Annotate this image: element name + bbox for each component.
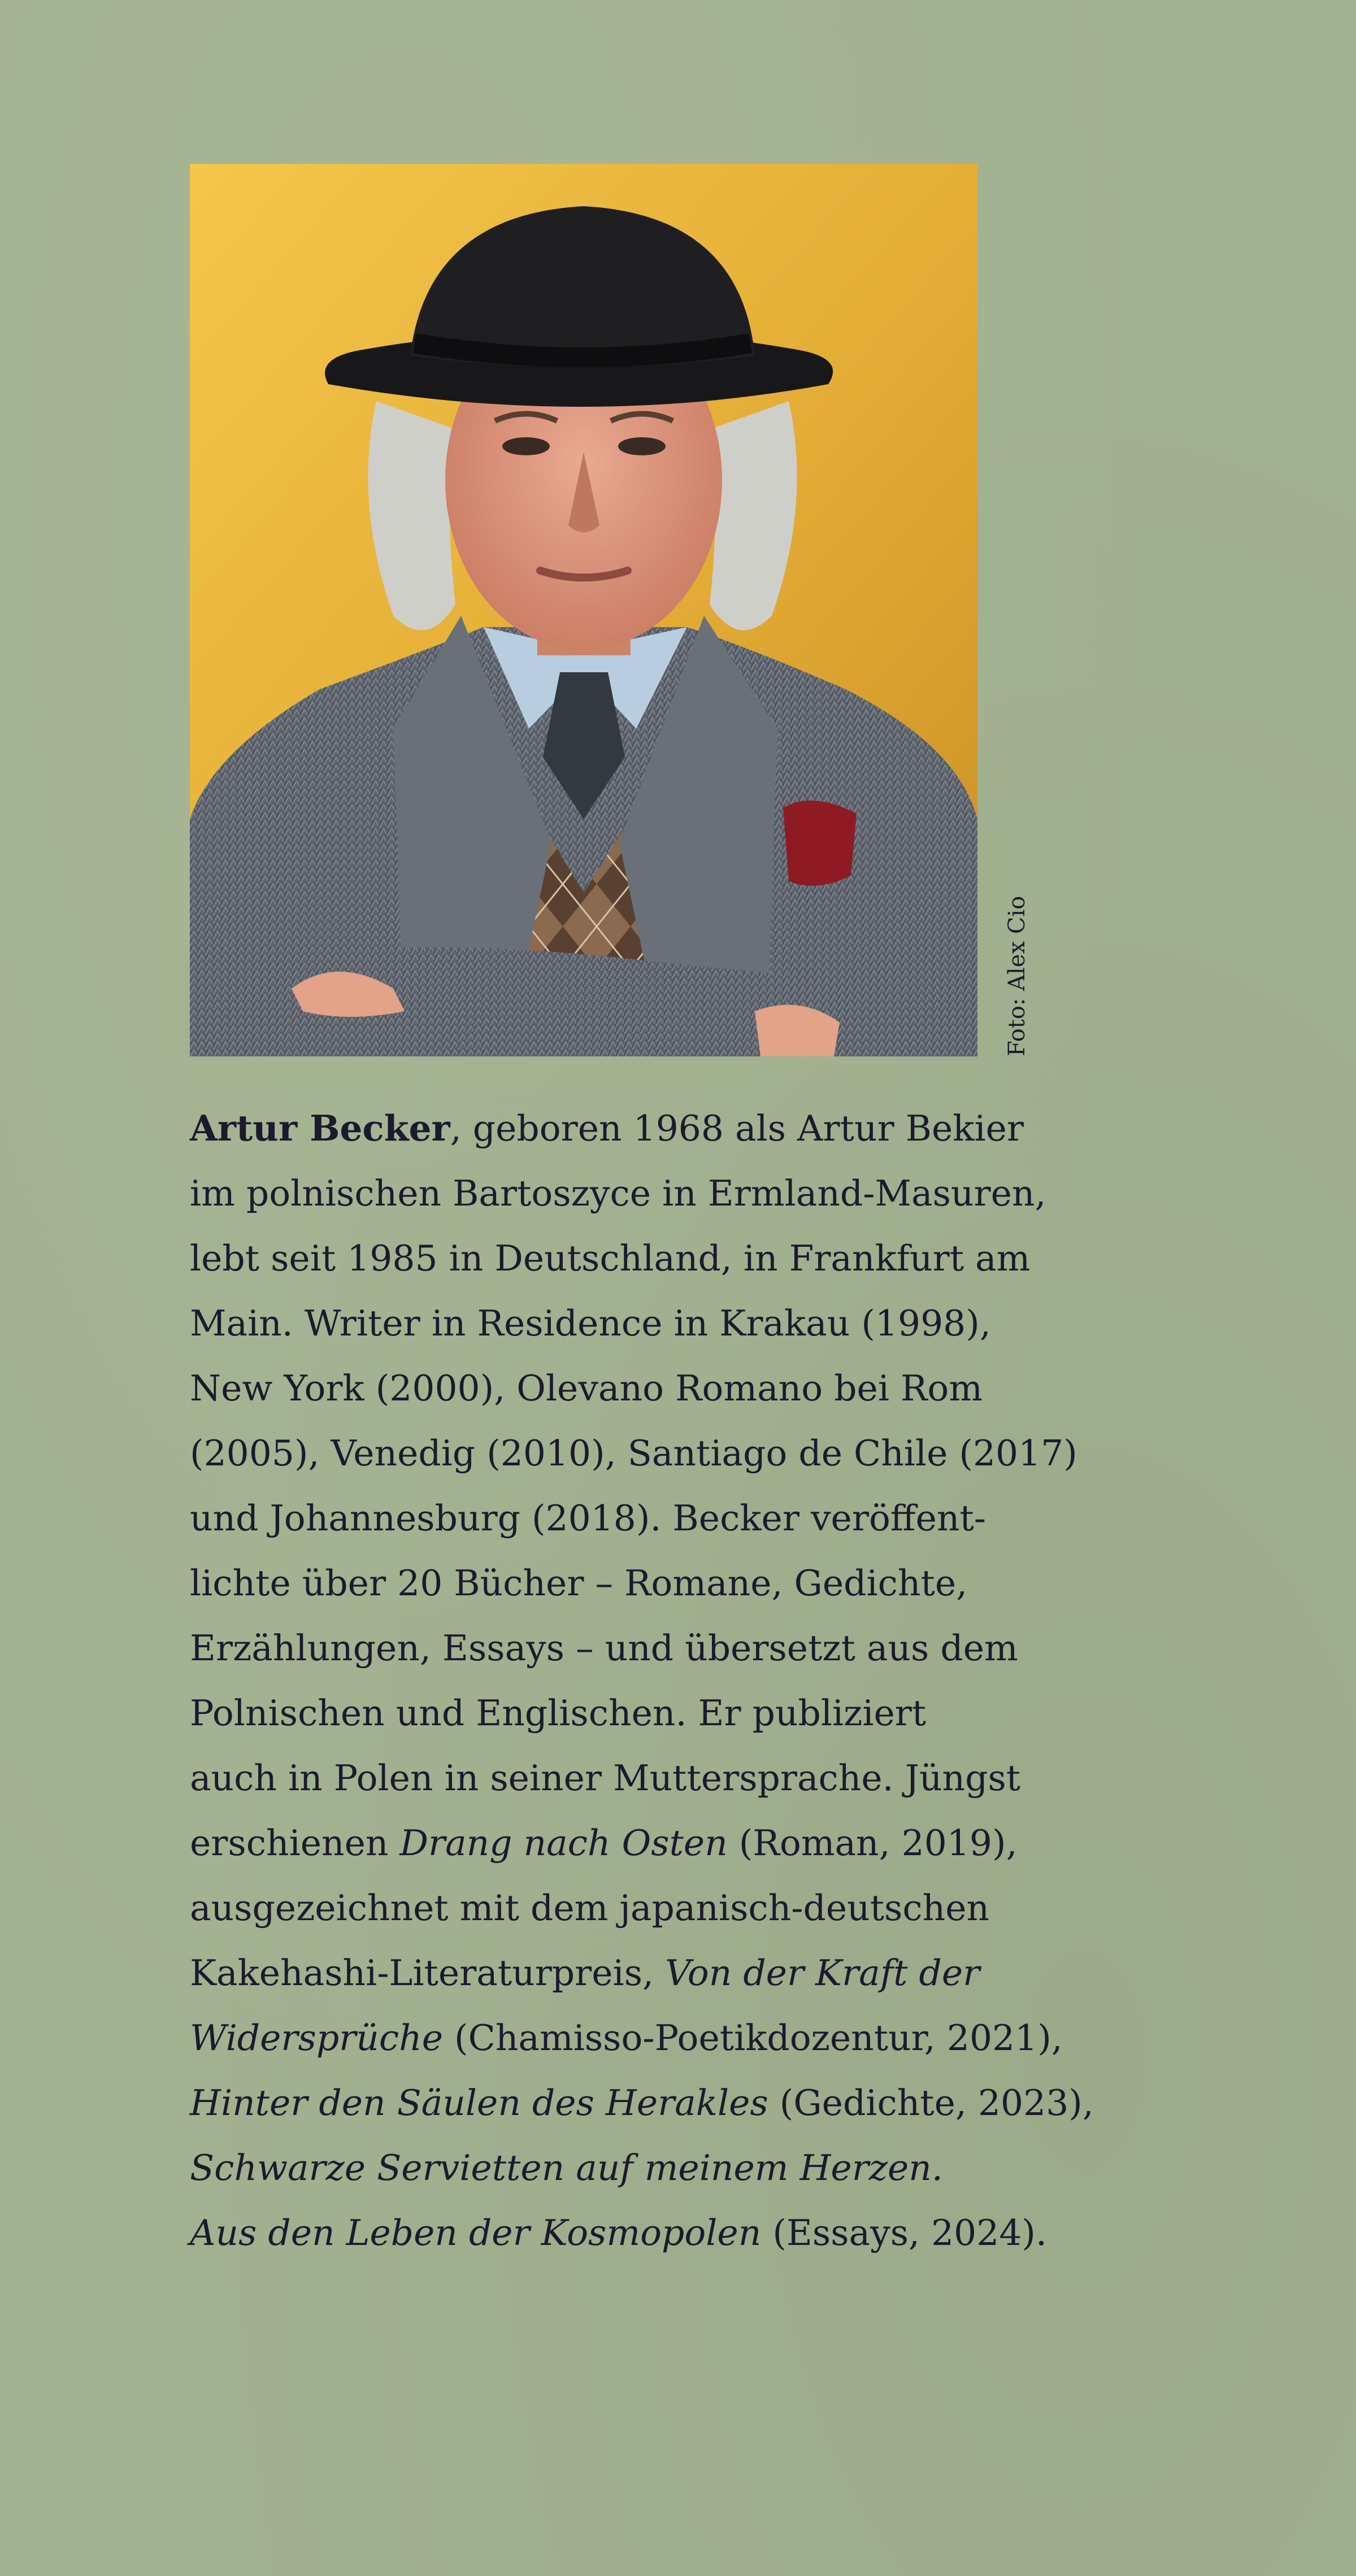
book-title: Widersprüche: [190, 2017, 444, 2059]
bio-line: [190, 1421, 1196, 1486]
bio-line: [190, 2135, 1196, 2200]
photo-credit: Foto: Alex Cio: [1004, 895, 1030, 1056]
bio-line: [190, 1876, 1196, 1940]
bio-line: [190, 1940, 1196, 2005]
bio-text: (Essays, 2024).: [761, 2212, 1048, 2253]
bio-line: [190, 1161, 1196, 1226]
bio-text: Polnischen und Englischen. Er publiziert: [190, 1692, 927, 1734]
bio-text: lichte über 20 Bücher – Romane, Gedichte,: [190, 1563, 968, 1604]
bio-text: Kakehashi-Literaturpreis,: [190, 1952, 666, 1994]
author-biography: [190, 1096, 1196, 2265]
bio-line: [190, 1486, 1196, 1551]
bio-line: [190, 1096, 1196, 1161]
book-title: Hinter den Säulen des Herakles: [190, 2082, 768, 2124]
bio-text: und Johannesburg (2018). Becker veröffent-: [190, 1498, 986, 1539]
bio-line: [190, 1226, 1196, 1291]
author-portrait-photo: [190, 164, 977, 1056]
book-title: Drang nach Osten: [399, 1822, 728, 1864]
bio-text: ausgezeichnet mit dem japanisch-deutschen: [190, 1887, 990, 1929]
book-title: Von der Kraft der: [665, 1952, 980, 1994]
bio-text: lebt seit 1985 in Deutschland, in Frankfurt am: [190, 1238, 1031, 1279]
bio-text: Main. Writer in Residence in Krakau (1998),: [190, 1303, 991, 1344]
bio-text: (Gedichte, 2023),: [768, 2082, 1094, 2124]
bio-line: [190, 1291, 1196, 1356]
book-title: Schwarze Servietten auf meinem Herzen.: [190, 2147, 943, 2188]
book-title: Aus den Leben der Kosmopolen: [190, 2212, 762, 2253]
bio-text: (Chamisso-Poetikdozentur, 2021),: [443, 2017, 1063, 2059]
bio-line: [190, 1616, 1196, 1681]
bio-text: erschienen: [190, 1822, 400, 1864]
bio-line: [190, 2005, 1196, 2070]
bio-line: [190, 1356, 1196, 1421]
bio-text: (Roman, 2019),: [727, 1822, 1018, 1864]
bio-text: (2005), Venedig (2010), Santiago de Chile (2017): [190, 1433, 1077, 1474]
bio-line: [190, 2200, 1196, 2265]
bio-text: im polnischen Bartoszyce in Ermland-Masuren,: [190, 1173, 1046, 1214]
author-name: Artur Becker: [190, 1107, 450, 1149]
bio-line: [190, 1746, 1196, 1811]
bio-line: [190, 1551, 1196, 1616]
bio-text: auch in Polen in seiner Muttersprache. Jüngst: [190, 1757, 1021, 1799]
bio-line: [190, 1811, 1196, 1876]
bio-text: Erzählungen, Essays – und übersetzt aus dem: [190, 1628, 1018, 1669]
portrait-illustration: [190, 164, 977, 1056]
bio-text: New York (2000), Olevano Romano bei Rom: [190, 1368, 983, 1409]
bio-line: [190, 1681, 1196, 1746]
bio-line: [190, 2070, 1196, 2135]
bio-text: , geboren 1968 als Artur Bekier: [450, 1108, 1024, 1149]
